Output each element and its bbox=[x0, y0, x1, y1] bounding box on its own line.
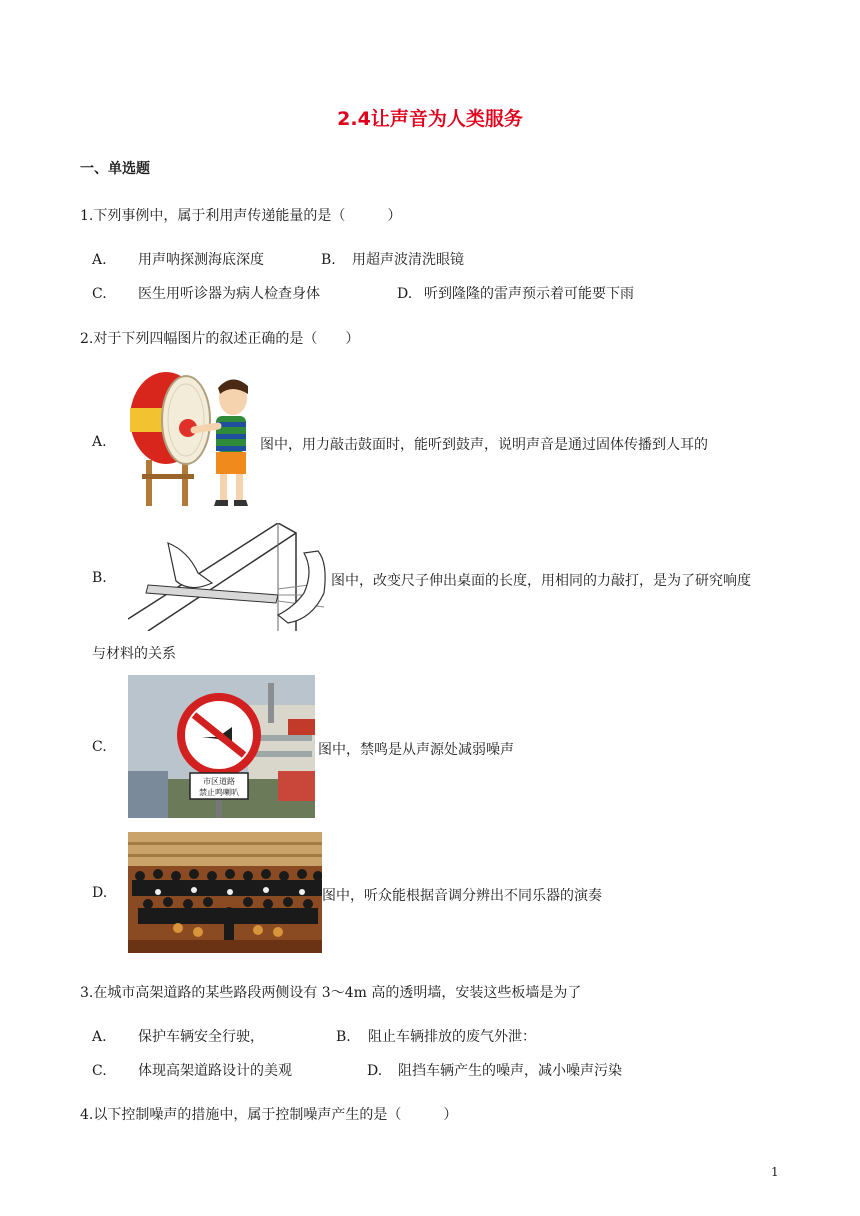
question-4-stem: 4.以下控制噪声的措施中，属于控制噪声产生的是（ ） bbox=[80, 1107, 458, 1123]
q2-option-b-letter: B. bbox=[92, 570, 107, 586]
q2-option-d-text: 图中，听众能根据音调分辨出不同乐器的演奏 bbox=[322, 888, 602, 904]
orchestra-image bbox=[128, 832, 322, 953]
option-letter: B. bbox=[321, 252, 336, 268]
document-title: 2.4让声音为人类服务 bbox=[337, 108, 523, 130]
q2-option-b-text: 图中，改变尺子伸出桌面的长度，用相同的力敲打，是为了研究响度 bbox=[331, 573, 751, 589]
q3-option-a bbox=[92, 1026, 264, 1046]
q3-option-c bbox=[92, 1060, 292, 1080]
option-text: 用超声波清洗眼镜 bbox=[352, 252, 464, 268]
question-1-stem: 1.下列事例中，属于利用声传递能量的是（ ） bbox=[80, 208, 402, 224]
page-number: 1 bbox=[771, 1165, 779, 1179]
ruler-table-image bbox=[128, 523, 330, 631]
option-letter: C. bbox=[92, 286, 107, 302]
option-text: 用声呐探测海底深度 bbox=[138, 252, 264, 268]
q2-option-a-text: 图中，用力敲击鼓面时，能听到鼓声，说明声音是通过固体传播到人耳的 bbox=[260, 437, 708, 453]
option-text: 医生用听诊器为病人检查身体 bbox=[138, 286, 320, 302]
sign-text-line2: 禁止鸣喇叭 bbox=[199, 788, 239, 797]
q2-option-a-letter: A. bbox=[92, 434, 107, 450]
option-letter: C. bbox=[92, 1063, 107, 1079]
option-text: 体现高架道路设计的美观 bbox=[138, 1063, 292, 1079]
option-letter: B. bbox=[336, 1029, 351, 1045]
option-letter: A. bbox=[92, 252, 107, 268]
q1-option-a bbox=[92, 249, 264, 269]
q1-option-d bbox=[397, 283, 634, 303]
q2-option-c-letter: C. bbox=[92, 739, 107, 755]
no-horn-sign-image bbox=[128, 675, 315, 818]
q3-option-d bbox=[367, 1060, 622, 1080]
option-text: 阻止车辆排放的废气外泄： bbox=[368, 1029, 536, 1045]
option-text: 保护车辆安全行驶， bbox=[138, 1029, 264, 1045]
drum-boy-image bbox=[128, 370, 260, 508]
q2-option-c-text: 图中，禁鸣是从声源处减弱噪声 bbox=[318, 742, 514, 758]
option-letter: D. bbox=[397, 286, 413, 302]
option-letter: D. bbox=[367, 1063, 383, 1079]
q1-option-b bbox=[321, 249, 464, 269]
q2-option-b-continuation: 与材料的关系 bbox=[92, 646, 176, 662]
option-text: 阻挡车辆产生的噪声，减小噪声污染 bbox=[398, 1063, 622, 1079]
section-heading: 一、单选题 bbox=[80, 161, 150, 177]
q3-option-b bbox=[336, 1026, 536, 1046]
question-2-stem: 2.对于下列四幅图片的叙述正确的是（ ） bbox=[80, 331, 360, 347]
q2-option-d-letter: D. bbox=[92, 885, 108, 901]
question-3-stem: 3.在城市高架道路的某些路段两侧设有 3～4m 高的透明墙，安装这些板墙是为了 bbox=[80, 985, 582, 1001]
q1-option-c bbox=[92, 283, 320, 303]
option-letter: A. bbox=[92, 1029, 107, 1045]
sign-text-line1: 市区道路 bbox=[203, 777, 235, 786]
option-text: 听到隆隆的雷声预示着可能要下雨 bbox=[424, 286, 634, 302]
